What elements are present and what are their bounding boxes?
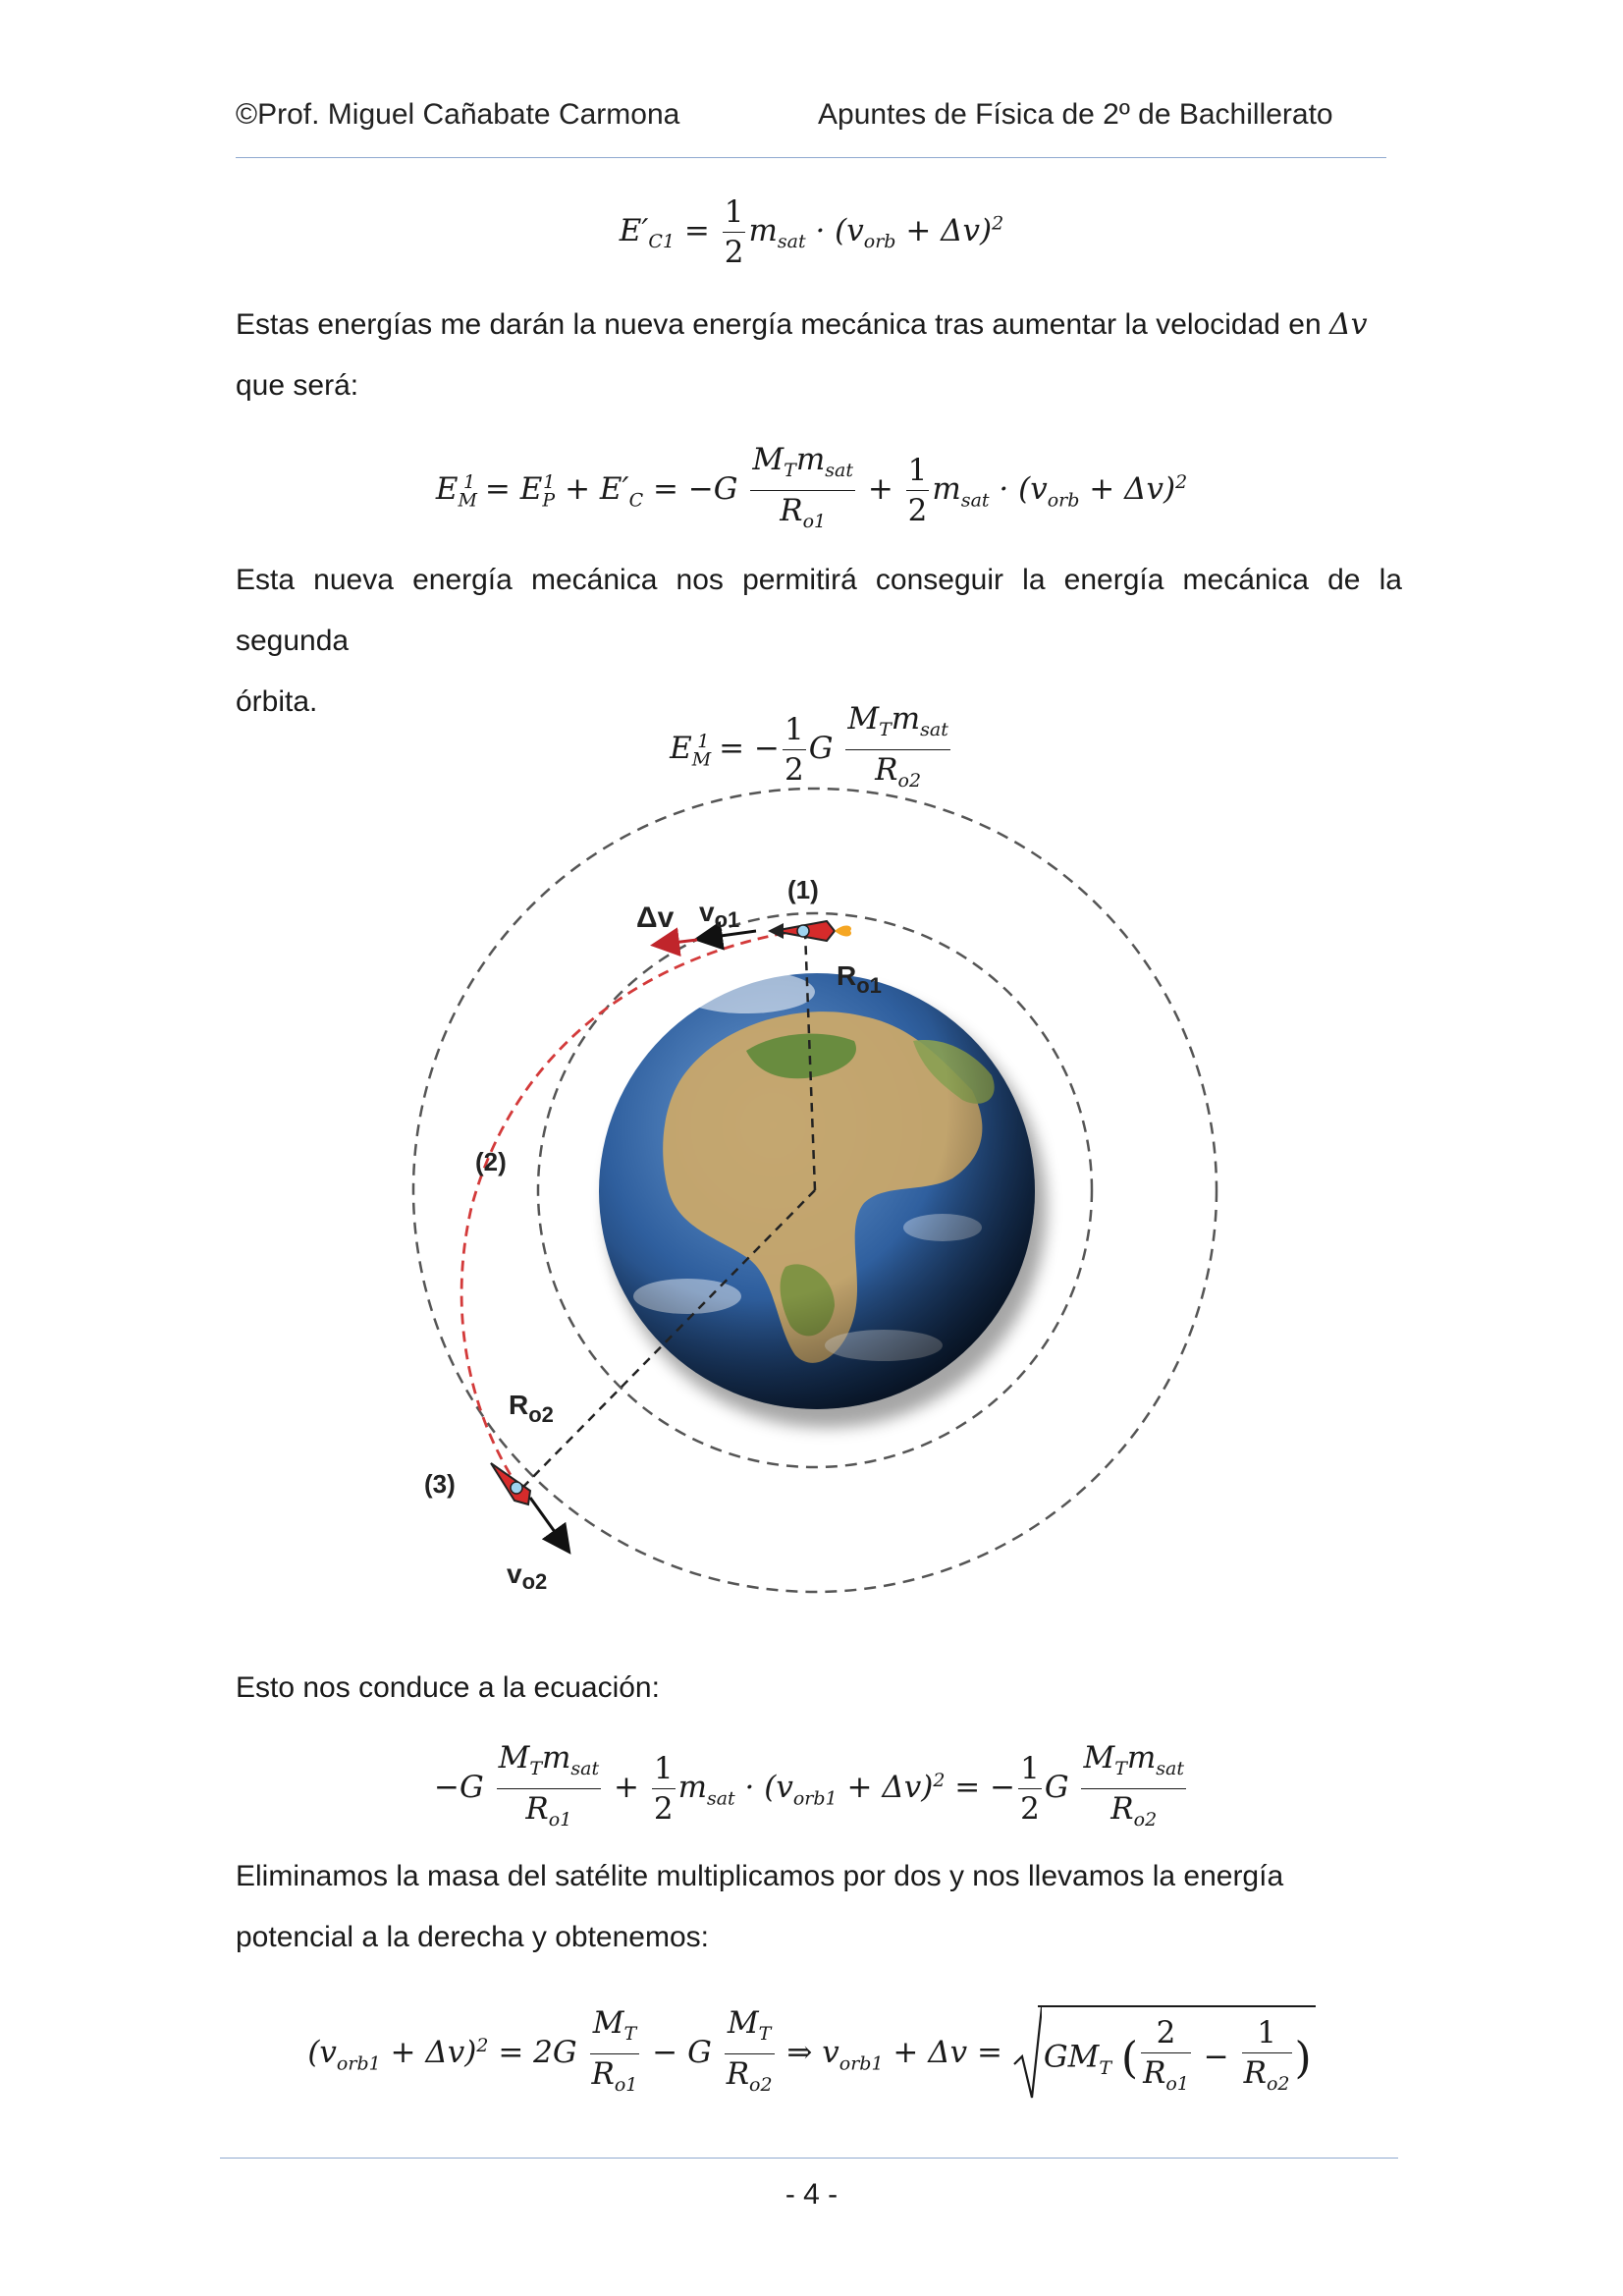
rocket-position-3 (491, 1463, 530, 1504)
velocity-o1-arrow (699, 931, 756, 939)
rocket-position-1 (768, 921, 851, 941)
label-position-2: (2) (475, 1147, 507, 1176)
label-delta-v: Δv (636, 902, 675, 934)
paragraph-new-energy-text: Esta nueva energía mecánica nos permitirá conseguir la energía mecánica de la segunda (236, 564, 1402, 657)
label-position-1: (1) (787, 875, 819, 904)
label-radius-o2: $R_{o2}$ (509, 1390, 554, 1427)
header-author: ©Prof. Miguel Cañabate Carmona (236, 98, 680, 131)
equation-delta-v-solution: $(v_{orb1} + \Delta v)^2 = 2G$ $\frac{M_T}{R_{o1}}$ − G $\frac{M_T}{R_{o2}}$ ⇒ $v_{orb1} + \Delta v$ = $GM_T$ ( $\frac{2}{R_{o1}}$ − $\frac{1}{R_{o2}}$ ) (0, 2003, 1623, 2105)
delta-v-arrow (656, 940, 697, 945)
equation-energy-balance: −G $\frac{M_Tm_{sat}}{R_{o1}}$ + $\frac{1}{2}$ $m_{sat} \cdot (v_{orb1} + \Delta v)^2$ = − $\frac{1}{2}$ G $\frac{M_Tm_{sat}}{R_{o2}}$ (433, 1740, 1185, 1831)
paragraph-energies-text-2: que será: (236, 369, 359, 402)
paragraph-energies-text: Estas energías me darán la nueva energía mecánica tras aumentar la velocidad en (236, 308, 1329, 341)
paragraph-new-energy-text-2: órbita. (236, 685, 318, 718)
paragraph-eliminate-mass-text: Eliminamos la masa del satélite multiplicamos por dos y nos llevamos la energía (236, 1860, 1284, 1892)
paragraph-eliminate-mass-text-2: potencial a la derecha y obtenemos: (236, 1921, 709, 1953)
label-position-3: (3) (424, 1469, 456, 1499)
paragraph-equation-intro: Esto nos conduce a la ecuación: (236, 1671, 660, 1704)
header-course: Apuntes de Física de 2º de Bachillerato (818, 98, 1333, 131)
velocity-o2-arrow (530, 1498, 568, 1550)
label-v-o2: $v_{o2}$ (507, 1558, 548, 1594)
label-v-o1: $v_{o1}$ (699, 897, 740, 932)
square-root: $GM_T$ ( $\frac{2}{R_{o1}}$ − $\frac{1}{R_{o2}}$ ) (1012, 2005, 1316, 2104)
label-radius-o1: $R_{o1}$ (837, 960, 882, 998)
footer-rule (220, 2158, 1398, 2159)
paragraph-eliminate-mass (236, 1846, 1402, 1968)
earth-globe (599, 970, 1035, 1409)
equation-kinetic-energy: $E'_{C1}$ = $\frac{1}{2}$ $m_{sat} \cdot (v_{orb} + \Delta v)^2$ (619, 194, 1004, 270)
equation-mechanical-energy-sum: $E_M^1 = E_P^1 + E'_C = -G$ $\frac{M_Tm_{sat}}{R_{o1}}$ + $\frac{1}{2}$ $m_{sat} \cdot (v_{orb} + \Delta v)^2$ (435, 442, 1188, 533)
delta-v-inline: Δv (1328, 307, 1368, 342)
page-number: - 4 - (784, 2178, 839, 2211)
equation-second-orbit-energy: $E_M^1$ = − $\frac{1}{2}$ G $\frac{M_Tm_{sat}}{R_{o2}}$ (670, 701, 948, 793)
